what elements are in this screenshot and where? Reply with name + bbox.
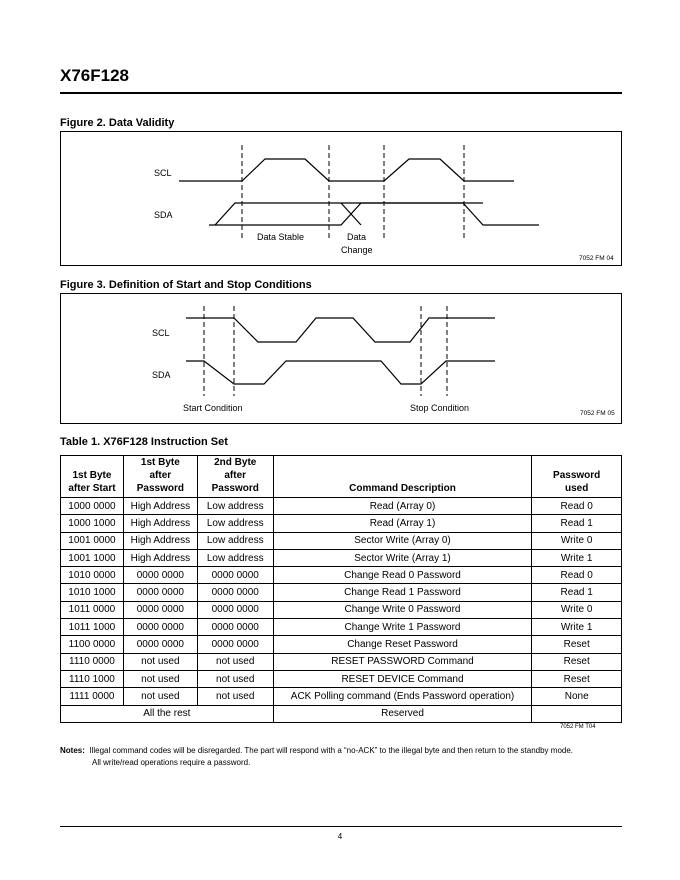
cell-command-description: Change Write 1 Password [273,619,532,636]
notes [60,745,630,769]
cell-1st-byte: 1100 0000 [61,636,124,653]
table-row [61,549,622,566]
cell-2nd-byte: Low address [197,515,273,532]
table-header-row [61,456,622,498]
cell-1st-byte: 1010 1000 [61,584,124,601]
cell-2nd-byte: Low address [197,549,273,566]
fig2-data-change-label-2: Change [341,245,373,255]
table-row [61,670,622,687]
table-row-all-the-rest [61,705,622,722]
table-row [61,567,622,584]
table-row [61,636,622,653]
table-row [61,584,622,601]
col-header-1st-byte-after-password: 1st Byte after Password [123,456,197,498]
cell-password-used: Read 0 [532,567,622,584]
cell-1st-byte-after-password: High Address [123,515,197,532]
cell-1st-byte-after-password: 0000 0000 [123,636,197,653]
table-row [61,653,622,670]
cell-password-used: Write 1 [532,619,622,636]
cell-1st-byte-after-password: High Address [123,498,197,515]
fig2-sda-waveform-b [215,203,483,225]
cell-command-description: Sector Write (Array 0) [273,532,532,549]
cell-password-used: Write 0 [532,601,622,618]
page-title: X76F128 [60,66,129,85]
figure2-box [60,131,622,266]
figure2-caption: Figure 2. Data Validity [60,117,175,129]
cell-command-description: RESET PASSWORD Command [273,653,532,670]
cell-1st-byte-after-password: High Address [123,549,197,566]
fig2-scl-label: SCL [154,168,172,178]
fig2-sda-waveform-a [209,203,539,225]
fig3-scl-label: SCL [152,328,170,338]
page-number: 4 [337,832,343,841]
table-row [61,532,622,549]
start-stop-diagram [61,294,621,423]
cell-1st-byte: 1000 1000 [61,515,124,532]
figure3-caption: Figure 3. Definition of Start and Stop Conditions [60,279,312,291]
cell-2nd-byte: not used [197,653,273,670]
cell-command-description: RESET DEVICE Command [273,670,532,687]
table-row [61,619,622,636]
cell-2nd-byte: 0000 0000 [197,636,273,653]
cell-password-used: Read 1 [532,515,622,532]
cell-password-used: Reset [532,653,622,670]
cell-password-used: None [532,688,622,705]
cell-2nd-byte: 0000 0000 [197,601,273,618]
table1-code: 7052 FM T04 [560,724,596,730]
notes-line-2: All write/read operations require a password. [92,758,251,767]
cell-password-used: Reset [532,636,622,653]
cell-1st-byte: 1001 1000 [61,549,124,566]
cell-1st-byte: 1011 0000 [61,601,124,618]
col-header-2nd-byte-after-password: 2nd Byte after Password [197,456,273,498]
cell-password-used: Write 1 [532,549,622,566]
table-row [61,515,622,532]
cell-password-used: Reset [532,670,622,687]
cell-2nd-byte: not used [197,670,273,687]
cell-1st-byte-after-password: not used [123,653,197,670]
col-header-password-used: Password used [532,456,622,498]
cell-1st-byte: 1000 0000 [61,498,124,515]
cell-1st-byte: 1111 0000 [61,688,124,705]
cell-1st-byte-after-password: 0000 0000 [123,601,197,618]
notes-label: Notes: [60,746,85,755]
col-header-1st-byte-after-start: 1st Byte after Start [61,456,124,498]
cell-1st-byte-after-password: not used [123,670,197,687]
cell-reserved: Reserved [273,705,532,722]
cell-2nd-byte: Low address [197,498,273,515]
cell-all-the-rest: All the rest [61,705,274,722]
table1-caption: Table 1. X76F128 Instruction Set [60,436,228,448]
cell-1st-byte: 1001 0000 [61,532,124,549]
cell-password-used: Read 0 [532,498,622,515]
cell-command-description: Read (Array 0) [273,498,532,515]
cell-2nd-byte: 0000 0000 [197,619,273,636]
cell-1st-byte: 1011 1000 [61,619,124,636]
fig3-code: 7052 FM 05 [580,410,615,417]
cell-command-description: Read (Array 1) [273,515,532,532]
fig3-sda-label: SDA [152,370,171,380]
fig2-data-stable-label: Data Stable [257,232,305,242]
data-validity-diagram [61,132,621,265]
fig2-code: 7052 FM 04 [579,255,614,262]
cell-2nd-byte: not used [197,688,273,705]
cell-2nd-byte: 0000 0000 [197,567,273,584]
fig2-data-change-label: Data [347,232,367,242]
cell-command-description: Change Write 0 Password [273,601,532,618]
cell-password-used: Write 0 [532,532,622,549]
fig3-sda-waveform [186,361,495,384]
fig3-start-condition-label: Start Condition [183,403,243,413]
header-rule [60,92,622,94]
cell-1st-byte-after-password: 0000 0000 [123,584,197,601]
fig2-sda-label: SDA [154,210,173,220]
table-body [61,498,622,723]
cell-command-description: Sector Write (Array 1) [273,549,532,566]
cell-1st-byte-after-password: High Address [123,532,197,549]
col-header-command-description: Command Description [273,456,532,498]
instruction-set-table [60,455,622,723]
fig3-stop-condition-label: Stop Condition [410,403,470,413]
footer-rule [60,826,622,827]
table-row [61,688,622,705]
cell-password-used: Read 1 [532,584,622,601]
table-row [61,498,622,515]
cell-2nd-byte: Low address [197,532,273,549]
figure3-box [60,293,622,424]
cell-1st-byte: 1110 1000 [61,670,124,687]
cell-1st-byte-after-password: 0000 0000 [123,567,197,584]
cell-command-description: ACK Polling command (Ends Password operation) [273,688,532,705]
cell-1st-byte: 1110 0000 [61,653,124,670]
cell-command-description: Change Read 0 Password [273,567,532,584]
notes-line-1: Illegal command codes will be disregarded. The part will respond with a “no-ACK” to the illegal byte and then return to the standby mode. [89,746,574,755]
cell-1st-byte-after-password: 0000 0000 [123,619,197,636]
cell-password-used-empty [532,705,622,722]
cell-command-description: Change Reset Password [273,636,532,653]
cell-command-description: Change Read 1 Password [273,584,532,601]
cell-2nd-byte: 0000 0000 [197,584,273,601]
table-row [61,601,622,618]
fig3-scl-waveform [186,318,495,342]
cell-1st-byte: 1010 0000 [61,567,124,584]
cell-1st-byte-after-password: not used [123,688,197,705]
